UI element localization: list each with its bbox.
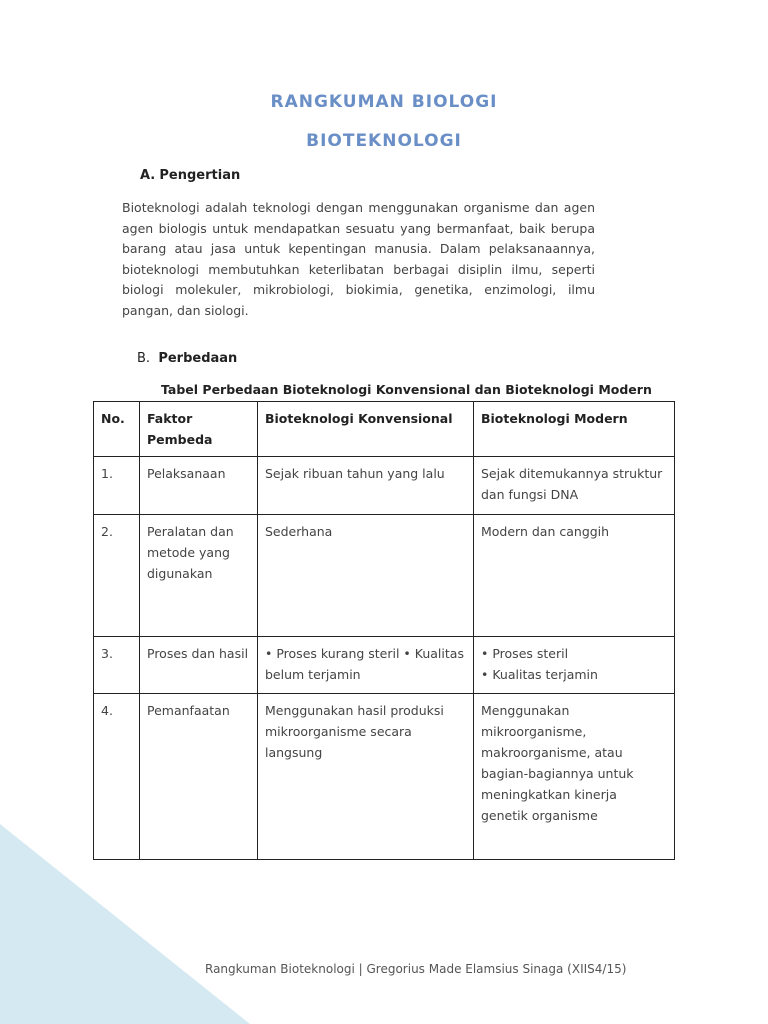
cell-no: 4. <box>94 694 140 860</box>
table-header-row <box>94 402 675 457</box>
section-letter: B. <box>137 351 151 366</box>
cell-konvensional: Menggunakan hasil produksi mikroorganisme secara langsung <box>258 694 474 860</box>
section-letter: A. <box>140 168 156 183</box>
cell-konvensional: • Proses kurang steril • Kualitas belum terjamin <box>258 637 474 694</box>
comparison-table <box>93 401 675 860</box>
cell-konvensional: Sejak ribuan tahun yang lalu <box>258 457 474 515</box>
table-row <box>94 637 675 694</box>
cell-faktor: Peralatan dan metode yang digunakan <box>140 515 258 637</box>
header-no: No. <box>94 402 140 457</box>
cell-faktor: Pemanfaatan <box>140 694 258 860</box>
header-konvensional: Bioteknologi Konvensional <box>258 402 474 457</box>
cell-modern: Sejak ditemukannya struktur dan fungsi DNA <box>474 457 675 515</box>
cell-faktor: Proses dan hasil <box>140 637 258 694</box>
cell-no: 2. <box>94 515 140 637</box>
cell-no: 3. <box>94 637 140 694</box>
cell-modern: Modern dan canggih <box>474 515 675 637</box>
definition-paragraph: Bioteknologi adalah teknologi dengan menggunakan organisme dan agen agen biologis untuk mendapatkan sesuatu yang bermanfaat, baik berupa barang atau jasa untuk kepentingan manusia. Dalam pelaksanaannya, bioteknologi membutuhkan keterlibatan berbagai disiplin ilmu, seperti biologi molekuler, mikrobiologi, biokimia, genetika, enzimologi, ilmu pangan, dan siologi. <box>122 200 595 318</box>
section-heading-pengertian <box>140 168 240 183</box>
cell-modern: Menggunakan mikroorganisme, makroorganisme, atau bagian-bagiannya untuk meningkatkan kinerja genetik organisme <box>474 694 675 860</box>
page-footer: Rangkuman Bioteknologi | Gregorius Made Elamsius Sinaga (XIIS4/15) <box>205 962 627 976</box>
table-row <box>94 515 675 637</box>
section-heading-perbedaan <box>137 351 237 366</box>
cell-modern <box>474 637 675 694</box>
header-faktor: Faktor Pembeda <box>140 402 258 457</box>
bullet-item: • Proses steril <box>481 646 569 661</box>
table-row <box>94 457 675 515</box>
document-title: RANGKUMAN BIOLOGI <box>270 92 498 112</box>
section-title: Pengertian <box>159 168 241 183</box>
cell-konvensional: Sederhana <box>258 515 474 637</box>
table-caption: Tabel Perbedaan Bioteknologi Konvensional dan Bioteknologi Modern <box>161 382 652 397</box>
section-title: Perbedaan <box>158 351 238 366</box>
cell-no: 1. <box>94 457 140 515</box>
bullet-item: • Kualitas terjamin <box>481 667 598 682</box>
header-modern: Bioteknologi Modern <box>474 402 675 457</box>
cell-faktor: Pelaksanaan <box>140 457 258 515</box>
document-subtitle: BIOTEKNOLOGI <box>306 131 462 151</box>
table-row <box>94 694 675 860</box>
